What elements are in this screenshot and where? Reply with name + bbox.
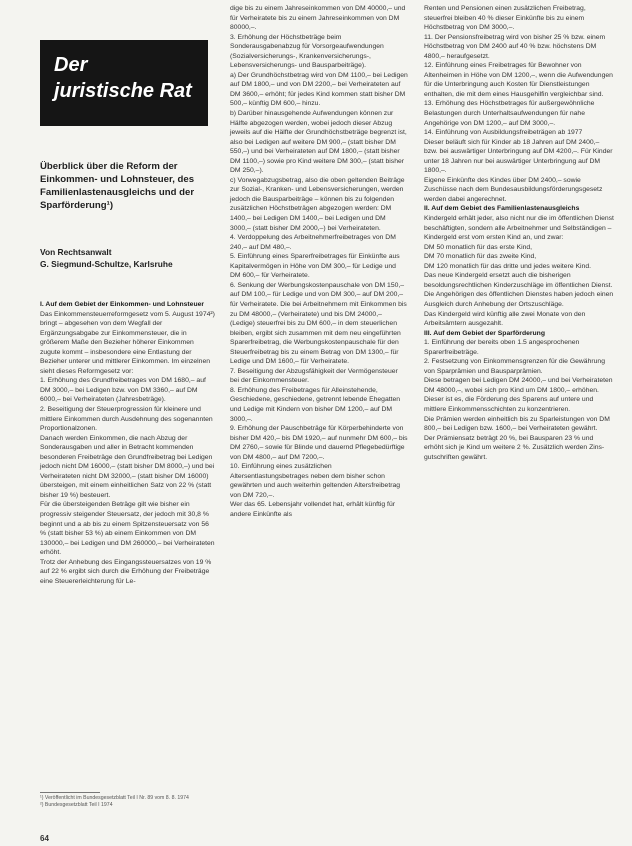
paragraph: 12. Einführung eines Freibetrages für Bewohner von Altenheimen in Höhe von DM 1200,–, wenn die Aufwendungen für die Unterbringung auch Kosten für Dienstleistungen enthalten, die mit dem eines Hausgehilfin vergleichbar sind. xyxy=(424,62,613,98)
section-heading: I. Auf dem Gebiet der Einkommen- und Lohnsteuer xyxy=(40,301,205,308)
paragraph: Diese betragen bei Ledigen DM 24000,– und bei Verheirateten DM 48000,–, wobei sich pro Kind um DM 1800,– erhöhen. Dieser ist es, die Förderung des Sparens auf untere und mittlere Einkommensschichten zu konzentrieren. xyxy=(424,377,613,413)
paragraph: 4. Verdoppelung des Arbeitnehmerfreibetrages von DM 240,– auf DM 480,–. xyxy=(230,234,396,251)
paragraph: DM 120 monatlich für das dritte und jedes weitere Kind. xyxy=(424,262,591,270)
paragraph: Kindergeld erhält jeder, also nicht nur die im öffentlichen Dienst beschäftigten, sondern alle Arbeitnehmer und Selbständigen – Kindergeld erst vom ersten Kind an, und zwar: xyxy=(424,215,614,242)
banner-title-line2: juristische Rat xyxy=(54,80,192,102)
text-column-1 xyxy=(40,300,216,586)
paragraph: Der Prämiensatz beträgt 20 %, bei Bausparen 23 % und erhöht sich je Kind um weitere 2 %. Zusätzlich werden Zins-gutschriften gewährt. xyxy=(424,434,605,461)
paragraph: Das Kindergeld wird künftig alle zwei Monate von den Arbeitsämtern ausgezahlt. xyxy=(424,310,586,328)
paragraph: 13. Erhöhung des Höchstbetrages für außergewöhnliche Belastungen durch Unterhaltsaufwendungen für nahe Angehörige von DM 1200,– auf DM 3000,–. xyxy=(424,100,595,127)
paragraph: 11. Der Pensionsfreibetrag wird von bisher 25 % bzw. einem Höchstbetrag von DM 2400 auf 40 % bzw. höchstens DM 4800,– heraufgesetzt. xyxy=(424,33,606,60)
paragraph: 6. Senkung der Werbungskostenpauschale von DM 150,– auf DM 100,– für Ledige und von DM 300,– auf DM 200,– für Verheiratete. Die bei Arbeitnehmern mit Einkommen bis zu DM 48000,– (Verheiratete) und bis DM 24000,– (Ledige) steuerfrei bis zu DM 600,– in dem steuerlichen bleiben, ergibt sich zusammen mit dem neu eingeführten Sparerfreibetrag, die Werbungskostenpauschale für den Steuerfreibetrag bis zu einem Betrag von DM 1300,– für Ledige und DM 1600,– für Verheiratete. xyxy=(230,281,407,366)
paragraph: Das neue Kindergeld ersetzt auch die bisherigen besoldungsrechtlichen Kinderzuschläge im öffentlichen Dienst. Die Angehörigen des öffentlichen Dienstes haben jedoch einen Ausgleich durch Anhebung der Ortszuschläge. xyxy=(424,272,614,308)
paragraph: 14. Einführung von Ausbildungsfreibeträgen ab 1977 xyxy=(424,129,583,137)
paragraph: Danach werden Einkommen, die nach Abzug der Sonderausgaben und aller in Betracht kommenden besonderen Freibeträge den Grundfreibetrag bei Ledigen jedoch nicht DM 16000,– (statt bisher DM 8000,–) und bei Verheirateten nicht DM 32000,– (statt bisher DM 16000) übersteigen, mit einem einheitlichen Satz von 22 % (statt bisher 19 %) besteuert. xyxy=(40,434,215,499)
paragraph: Wer das 65. Lebensjahr vollendet hat, erhält künftig für andere Einkünfte als xyxy=(230,501,395,518)
paragraph: 2. Beseitigung der Steuerprogression für kleinere und mittlere Einkommen durch Ausdehnung des sogenannten Proportionalzonen. xyxy=(40,406,213,433)
paragraph: 9. Erhöhung der Pauschbeträge für Körperbehinderte von bisher DM 420,– bis DM 1920,– auf nunmehr DM 600,– bis DM 2760,– sowie für Blinde und dauernd Pflegebedürftige von DM 4800,– auf DM 7200,–. xyxy=(230,425,408,461)
article-headline: Überblick über die Reform der Einkommen- und Lohnsteuer, des Familienlastenausgleichs und der Sparförderung¹) xyxy=(40,161,195,211)
paragraph: a) Der Grundhöchstbetrag wird von DM 1100,– bei Ledigen auf DM 1800,– und von DM 2200,– bei Verheirateten auf DM 3600,– erhöht; für jedes Kind kommen statt bisher DM 500,– künftig DM 600,– hinzu. xyxy=(230,71,408,108)
byline-author: G. Siegmund-Schultze, Karlsruhe xyxy=(40,259,173,269)
paragraph: 3. Erhöhung der Höchstbeträge beim Sonderausgabenabzug für Vorsorgeaufwendungen (Sozialversicherungs-, Krankenversicherungs-, Lebensversicherungs- und Bausparbeiträge). xyxy=(230,33,384,70)
banner-title-line1: Der xyxy=(54,54,88,76)
paragraph: 10. Einführung eines zusätzlichen Altersentlastungsbetrages neben dem bisher schon gewährten und auch weiterhin geltenden Altersfreibetrag von DM 720,–. xyxy=(230,463,401,499)
paragraph: b) Darüber hinausgehende Aufwendungen können zur Hälfte abgezogen werden, wobei jedoch dieser Abzug jeweils auf die Hälfte der Grundhöchstbeträge begrenzt ist, also bei Ledigen auf weitere DM 900,– (statt bisher DM 550,–) und bei Verheirateten auf DM 1800,– (statt bisher DM 1100,–) sowie pro Kind weitere DM 300,– (statt bisher DM 250,–). xyxy=(230,110,407,175)
paragraph: 1. Erhöhung des Grundfreibetrages von DM 1680,– auf DM 3000,– bei Ledigen bzw. von DM 3360,– auf DM 6000,– bei Verheirateten (Jahresbeträge). xyxy=(40,377,206,404)
paragraph: DM 70 monatlich für das zweite Kind, xyxy=(424,253,537,261)
section-banner xyxy=(40,40,208,126)
section-heading: II. Auf dem Gebiet des Familienlastenausgleichs xyxy=(424,205,580,213)
paragraph: 8. Erhöhung des Freibetrages für Alleinstehende, Geschiedene, geschiedene, getrennt lebende Ehegatten und Ledige mit Kindern von bisher DM 1200,– auf DM 3000,–. xyxy=(230,386,401,423)
paragraph: c) Vorwegabzugsbetrag, also die oben geltenden Beiträge zur Sozial-, Kranken- und Lebensversicherungen, werden jedoch die Bausparbeiträge – können bis zu folgenden zusätzlichen Höchstbeträgen abgezogen werden: DM 1400,– bei Ledigen DM 1400,– bei Ledigen und DM 3000,– (statt bisher DM 2000,–) bei Verheirateten. xyxy=(230,176,405,232)
paragraph: Eigene Einkünfte des Kindes über DM 2400,– sowie Zuschüsse nach dem Bundesausbildungsförderungsgesetz werden dabei angerechnet. xyxy=(424,176,603,203)
paragraph: Dieser beläuft sich für Kinder ab 18 Jahren auf DM 2400,– bzw. bei auswärtiger Unterbringung auf DM 4200,–. Für Kinder unter 18 Jahren nur bei auswärtiger Unterbringung auf DM 1800,–. xyxy=(424,138,613,175)
footnote: ²) Bundesgesetzblatt Teil I 1974 xyxy=(40,802,113,808)
footnote-rule xyxy=(40,792,100,793)
text-column-3 xyxy=(424,4,614,462)
page-number: 64 xyxy=(40,834,49,843)
footnotes xyxy=(40,795,216,809)
byline xyxy=(40,246,218,270)
text-column-2 xyxy=(230,4,408,520)
paragraph: 7. Beseitigung der Abzugsfähigkeit der Vermögensteuer bei der Einkommensteuer. xyxy=(230,367,398,385)
paragraph: dige bis zu einem Jahreseinkommen von DM 40000,– und für Verheiratete bis zu einem Jahreseinkommen von DM 80000,–. xyxy=(230,5,406,32)
section-heading: III. Auf dem Gebiet der Sparförderung xyxy=(424,329,545,337)
paragraph: Trotz der Anhebung des Eingangssteuersatzes von 19 % auf 22 % ergibt sich durch die Erhöhung der Freibeträge eine Steuererleichterung für Le- xyxy=(40,558,212,585)
paragraph: 5. Einführung eines Sparerfreibetrages für Einkünfte aus Kapitalvermögen in Höhe von DM 300,– für Ledige und DM 600,– für Verheiratete. xyxy=(230,253,400,280)
paragraph: Für die übersteigenden Beträge gilt wie bisher ein progressiv steigender Steuersatz, der jedoch mit 30,8 % beginnt und a ab bis zu einem Spitzensteuersatz von 56 % (statt bisher 53 %) ab einem Einkommen von DM 130000,– bei Ledigen und DM 260000,– bei Verheirateten erhöht. xyxy=(40,501,215,557)
paragraph: Renten und Pensionen einen zusätzlichen Freibetrag, steuerfrei bleiben 40 % dieser Einkünfte bis zu einem Höchstbetrag von DM 3000,–. xyxy=(424,5,586,32)
byline-role: Von Rechtsanwalt xyxy=(40,247,112,257)
footnote: ¹) Veröffentlicht im Bundesgesetzblatt Teil I Nr. 89 vom 8. 8. 1974 xyxy=(40,795,189,801)
paragraph: Das Einkommensteuerreformgesetz vom 5. August 1974²) bringt – abgesehen von dem Wegfall der Ergänzungsabgabe zur Einkommensteuer, die in größerem Maße den Bezieher höherer Einkommen zugute kommt – insbesondere eine Entlastung der Bezieher unterer und mittlerer Einkommen. Im einzelnen sieht dieses Reformgesetz vor: xyxy=(40,310,215,375)
paragraph: 1. Einführung der bereits oben 1.5 angesprochenen Sparerfreibeträge. xyxy=(424,339,580,356)
paragraph: DM 50 monatlich für das erste Kind, xyxy=(424,243,533,251)
paragraph: 2. Festsetzung von Einkommensgrenzen für die Gewährung von Sparprämien und Bausparprämien. xyxy=(424,358,605,375)
paragraph: Die Prämien werden einheitlich bis zu Sparleistungen von DM 800,– bei Ledigen bzw. 1600,– bei Verheirateten gewährt. xyxy=(424,415,610,433)
